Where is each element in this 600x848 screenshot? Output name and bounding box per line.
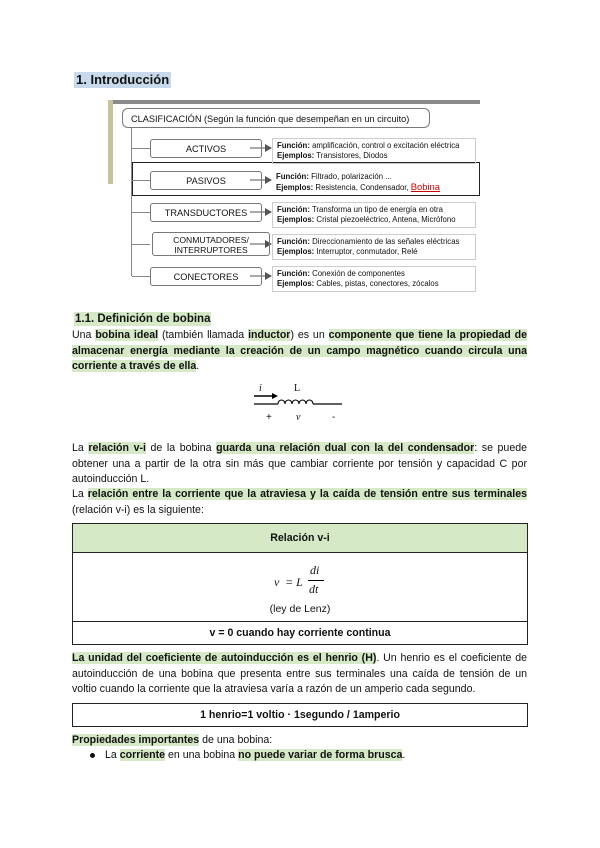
formula-v: v — [274, 575, 280, 589]
examples-key: Ejemplos: — [277, 279, 315, 288]
section-heading-definicion-bobina: 1.1. Definición de bobina — [75, 313, 211, 325]
text-span: ) es un — [290, 329, 329, 341]
text-span: : se puede obtener una a partir de la otra sin más que cambiar corriente por tensión y capacidad C por autoinducción L. — [72, 442, 528, 485]
highlight-corriente: corriente — [119, 749, 166, 761]
relacion-vi-table — [72, 523, 528, 645]
text-span: (también llamada — [158, 329, 249, 341]
connector-line — [132, 148, 150, 149]
highlight-no-variar: no puede variar de forma brusca — [238, 749, 403, 761]
text-span: . — [196, 360, 200, 372]
highlight-relacion-vi: relación v-i — [88, 442, 146, 454]
examples-line — [277, 247, 471, 257]
examples-key: Ejemplos: — [277, 151, 315, 160]
ley-lenz-label: (ley de Lenz) — [269, 603, 331, 615]
formula-bar — [308, 580, 324, 581]
paragraph-relacion-dual — [72, 441, 527, 488]
category-description — [272, 138, 476, 164]
function-text: Transforma un tipo de energía en otra — [309, 205, 443, 214]
category-description — [272, 202, 476, 228]
text-span: . Un henrio es el coeficiente de autoinducción de una bobina que presenta entre sus terminales una caída de tensión de un voltio cuando la corriente que la atraviesa varía a razón de un amperio cada segundo. — [72, 652, 527, 695]
category-label-box: PASIVOS — [150, 171, 262, 190]
examples-text: Cables, pistas, conectores, zócalos — [314, 279, 439, 288]
bobina-link[interactable]: Bobina — [410, 181, 440, 192]
diagram-top-bar — [110, 100, 480, 104]
formula-den: dt — [309, 582, 319, 596]
highlight-relacion-corriente: relación entre la corriente que la atraviesa y la caída de tensión entre sus terminales — [87, 488, 527, 500]
function-line — [277, 141, 471, 151]
symbol-voltage-label: v — [296, 412, 301, 423]
examples-line — [277, 279, 471, 289]
formula-num: di — [310, 563, 320, 577]
function-text: Conexión de componentes — [309, 269, 405, 278]
paragraph-henrio — [72, 651, 527, 698]
formula-eq: = L — [285, 575, 303, 589]
connector-line — [132, 276, 150, 277]
diagram-left-bar — [108, 100, 113, 184]
section-heading-introduccion: 1. Introducción — [76, 72, 170, 87]
connector-line — [132, 212, 150, 213]
text-span: La — [72, 488, 88, 500]
paragraph-relacion-corriente — [72, 487, 527, 518]
function-line — [277, 237, 471, 247]
diagram-tree-line — [131, 128, 132, 276]
bullet-icon — [90, 753, 95, 758]
text-span: (relación v-i) es la siguiente: — [72, 503, 204, 516]
table-footer: v = 0 cuando hay corriente continua — [73, 621, 527, 644]
examples-text: Interruptor, conmutador, Relé — [314, 247, 418, 256]
text-span: . — [402, 749, 406, 761]
examples-text: Transistores, Diodos — [314, 151, 388, 160]
examples-line — [277, 151, 471, 161]
formula-cell — [73, 552, 527, 621]
category-description — [272, 234, 476, 260]
function-text: amplificación, control o excitación eléctrica — [309, 141, 460, 150]
highlight-unidad-henrio: La unidad del coeficiente de autoinducción es el henrio (H) — [72, 652, 377, 664]
text-span: en una bobina — [165, 749, 239, 761]
text-span: de la bobina — [145, 442, 217, 454]
function-key: Función: — [277, 269, 310, 278]
examples-text: Cristal piezoeléctrico, Antena, Micrófono — [314, 215, 456, 224]
examples-line — [277, 215, 471, 225]
examples-key: Ejemplos: — [276, 183, 314, 192]
paragraph-propiedades — [72, 733, 527, 749]
inductor-symbol — [248, 382, 352, 428]
category-label-box: TRANSDUCTORES — [150, 203, 262, 222]
examples-text: Resistencia, Condensador, — [313, 183, 411, 192]
text-span: La — [105, 749, 120, 761]
highlight-bobina-ideal: bobina ideal — [95, 329, 159, 341]
category-description — [272, 170, 480, 195]
examples-key: Ejemplos: — [277, 247, 315, 256]
connector-line — [132, 244, 150, 245]
category-description — [272, 266, 476, 292]
examples-key: Ejemplos: — [277, 215, 315, 224]
function-line — [277, 269, 471, 279]
table-header: Relación v-i — [73, 524, 527, 552]
symbol-plus-label: + — [266, 412, 272, 423]
list-item — [90, 748, 405, 764]
text-span: La — [72, 442, 89, 454]
function-line — [276, 172, 476, 182]
symbol-minus-label: - — [332, 412, 336, 423]
henrio-definition: 1 henrio=1 voltio · 1segundo / 1amperio — [200, 709, 400, 721]
text-span: de una bobina: — [199, 734, 273, 746]
highlight-inductor: inductor — [248, 329, 291, 341]
function-line — [277, 205, 471, 215]
classification-title-box: CLASIFICACIÓN (Según la función que desempeñan en un circuito) — [122, 108, 430, 128]
highlight-propiedades: Propiedades importantes — [72, 734, 200, 746]
function-key: Función: — [276, 172, 309, 181]
function-text: Direccionamiento de las señales eléctricas — [309, 237, 460, 246]
symbol-current-label: i — [259, 383, 262, 394]
function-key: Función: — [277, 237, 310, 246]
highlight-definicion: componente que tiene la propiedad de almacenar energía mediante la creación de un campo magnético cuando circula una corriente a través de ella — [72, 329, 527, 372]
category-label-box: CONECTORES — [150, 267, 262, 286]
category-label-box: CONMUTADORES/ INTERRUPTORES — [152, 232, 270, 256]
function-key: Función: — [277, 141, 310, 150]
category-label-box: ACTIVOS — [150, 139, 262, 158]
examples-line — [276, 182, 476, 193]
symbol-inductance-label: L — [294, 383, 301, 394]
paragraph-definicion — [72, 328, 527, 375]
text-span: Una — [72, 329, 96, 341]
connector-line — [132, 180, 150, 181]
henrio-table — [72, 703, 528, 727]
function-text: Filtrado, polarización ... — [308, 172, 392, 181]
highlight-relacion-dual: guarda una relación dual con la del condensador — [216, 442, 475, 454]
function-key: Función: — [277, 205, 310, 214]
